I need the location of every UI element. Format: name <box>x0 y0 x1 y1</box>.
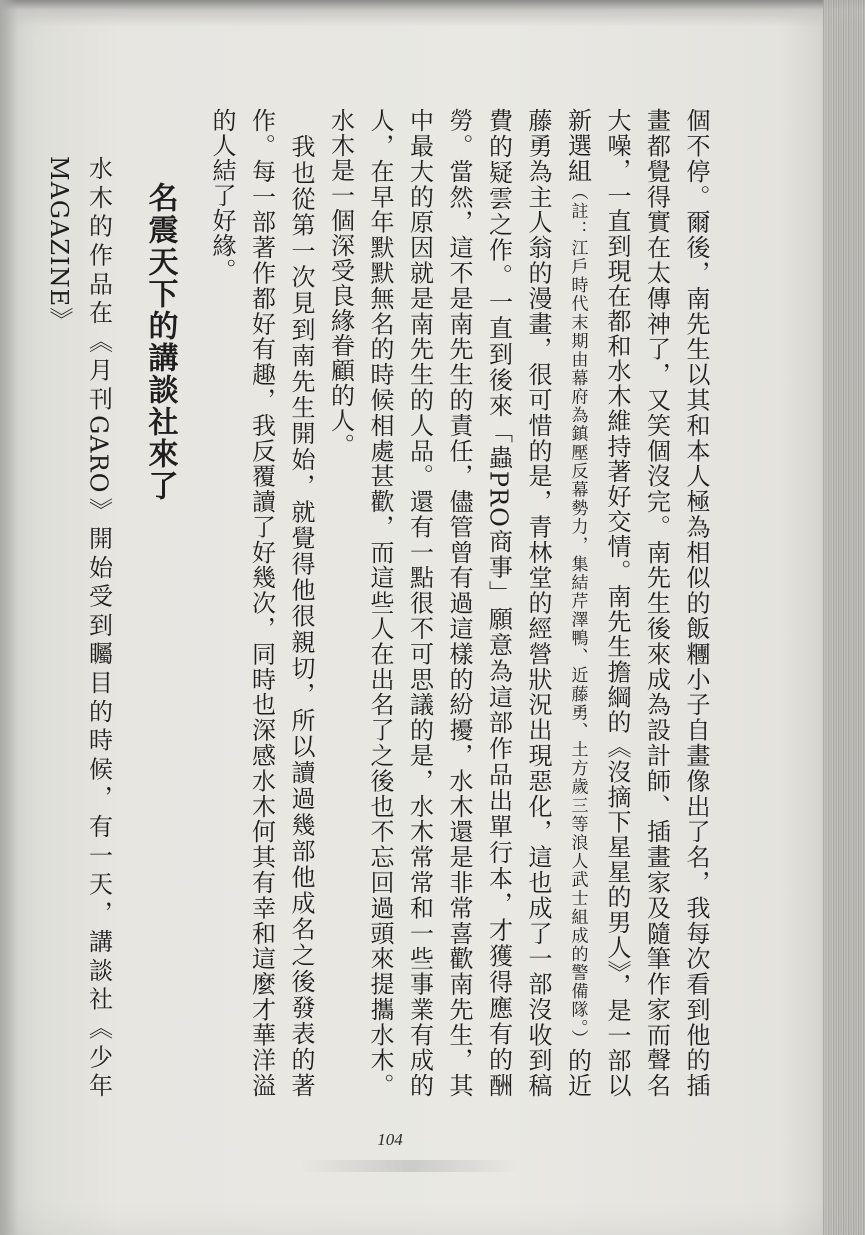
section-heading: 名震天下的講談社來了 <box>142 182 178 502</box>
body-paragraph <box>320 108 715 1098</box>
body-text-2: 南先生擔綱的《沒摘下星星的男人》，是一部以新選組 <box>563 108 631 1099</box>
page-top-shadow <box>0 0 865 26</box>
body-text-3: 的近藤勇為主人翁的漫畫，很可惜的是，青林堂的經營狀況出現惡化，這也成了一部沒收到稿費的疑雲之作。一直到後來「蟲PRO商事」願意為這部作品出單行本，才獲得應有的酬勞。當然，這不是南先生的責任，儘管曾有過這樣的紛擾，水木還是非常喜歡南先生，其中最大的原因就是南先生的人品。還有一點很不可思議的是，水木常常和一些事業有成的人，在早年默默無名的時候相處甚歡，而這些人在出名了之後也不忘回過頭來提攜水木。水木是一個深受良緣眷顧的人。 <box>326 108 592 1099</box>
section-opening-text: 水木的作品在《月刊GARO》開始受到矚目的時候，有一天，講談社《少年MAGAZINE》 <box>45 156 113 1098</box>
page-stack-edge <box>823 0 865 1235</box>
annotation-note: （註：江戶時代末期由幕府為鎮壓反幕勢力，集結芹澤鴨、近藤勇、土方歲三等浪人武士組成的警備隊。） <box>567 183 588 1048</box>
body-paragraph-2: 我也從第一次見到南先生開始，就覺得他很親切，所以讀過幾部他成名之後發表的著作。每一部著作都好有趣，我反覆讀了好幾次，同時也深感水木何其有幸和這麼才華洋溢的人結了好緣。 <box>208 108 315 1098</box>
page-gutter-shadow <box>0 0 18 1235</box>
body-text-1: 個不停。爾後，南先生以其和本人極為相似的飯糰小子自畫像出了名，我每次看到他的插畫都覺得實在太傳神了，又笑個沒完。南先生後來成為設計師、插畫家及隨筆作家而聲名大噪，一直到現在都和水木維持著好交情。 <box>603 108 710 1098</box>
page-number: 104 <box>377 1130 403 1149</box>
show-through-footer <box>300 1160 520 1172</box>
vertical-text-column <box>45 108 715 1099</box>
